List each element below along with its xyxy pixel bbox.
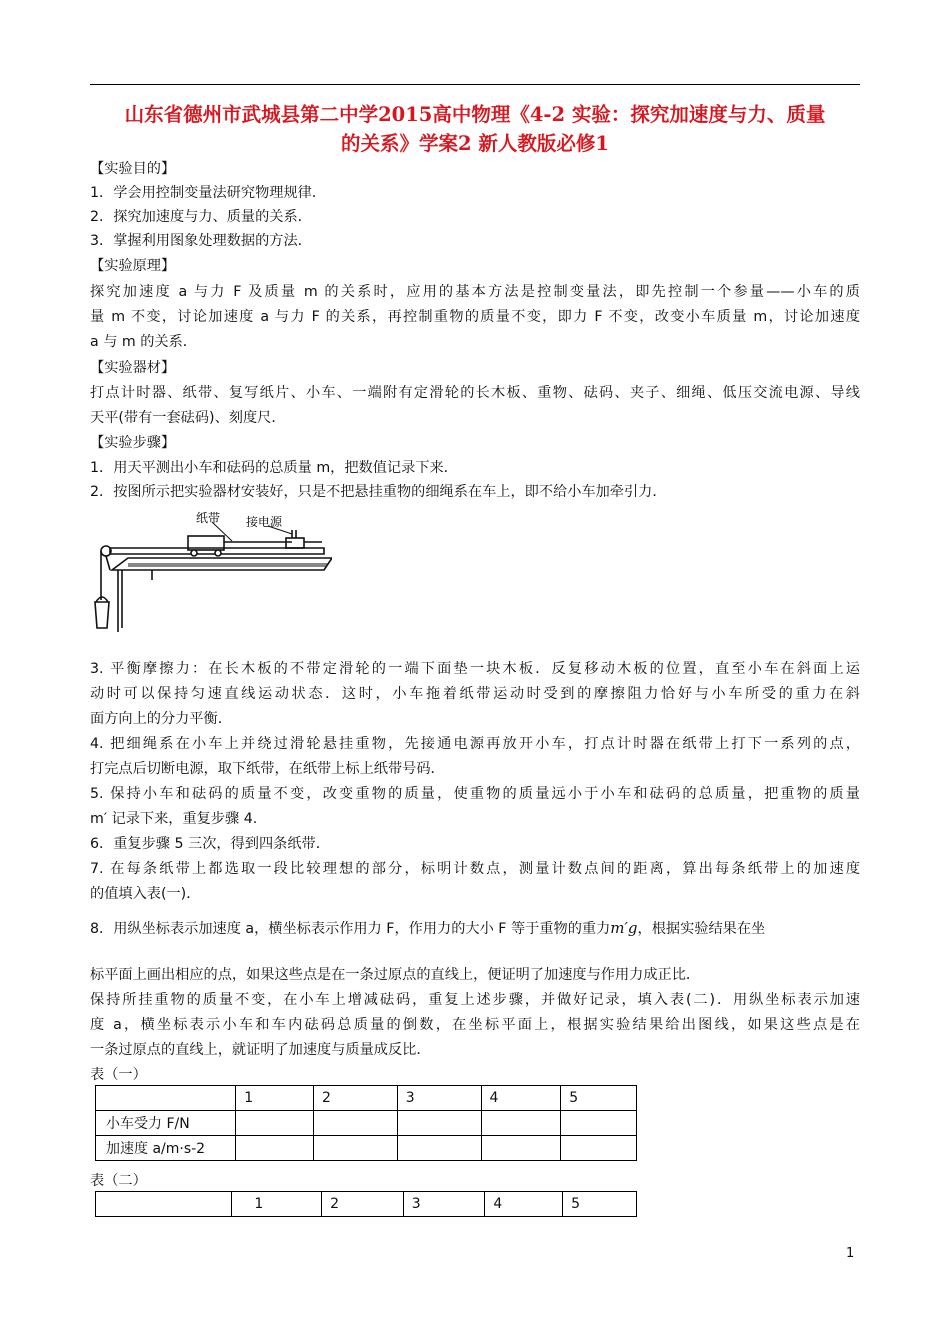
- table-cell: [96, 1086, 236, 1111]
- step-line: 6．重复步骤 5 三次，得到四条纸带．: [90, 836, 330, 852]
- title-line-1: 山东省德州市武城县第二中学2015高中物理《4-2 实验：探究加速度与力、质量: [124, 103, 826, 126]
- table-row: [96, 1111, 637, 1136]
- principle-line: 探究加速度 a 与力 F 及质量 m 的关系时，应用的基本方法是控制变量法，即先控制一个参量——小车的质: [90, 284, 860, 300]
- table-cell: [313, 1111, 397, 1136]
- table-cell: 1: [232, 1192, 322, 1217]
- purpose-item: 2．探究加速度与力、质量的关系．: [90, 209, 312, 225]
- table-cell: [397, 1111, 481, 1136]
- step-line: 打完点后切断电源，取下纸带，在纸带上标上纸带号码．: [90, 761, 445, 777]
- title-line-2: 的关系》学案2 新人教版必修1: [341, 132, 609, 155]
- step-8-text-end: ，根据实验结果在坐: [637, 921, 766, 937]
- table-cell: [236, 1111, 314, 1136]
- table-cell: 2: [322, 1192, 404, 1217]
- purpose-item: 1．学会用控制变量法研究物理规律．: [90, 185, 327, 201]
- table-header-row: [96, 1192, 637, 1217]
- row-label: 加速度 a/m·s-2: [96, 1136, 236, 1161]
- equipment-line: 天平(带有一套砝码)、刻度尺．: [90, 410, 286, 426]
- table-row: [96, 1136, 637, 1161]
- step-line: 3. 平衡摩擦力：在长木板的不带定滑轮的一端下面垫一块木板．反复移动木板的位置，直至小车在斜面上运: [90, 661, 860, 677]
- table-cell: 4: [485, 1192, 563, 1217]
- table-1-label: 表（一）: [90, 1067, 147, 1083]
- table-1: [95, 1085, 637, 1161]
- section-purpose-heading: 【实验目的】: [90, 161, 176, 177]
- step-line: 一条过原点的直线上，就证明了加速度与质量成反比．: [90, 1042, 431, 1058]
- step-line: 动时可以保持匀速直线运动状态．这时，小车拖着纸带运动时受到的摩擦阻力恰好与小车所受的重力在斜: [90, 686, 860, 702]
- table-cell: [561, 1111, 637, 1136]
- step-line: 保持所挂重物的质量不变，在小车上增减砝码，重复上述步骤，并做好记录，填入表(二)．用纵坐标表示加速: [90, 992, 860, 1008]
- purpose-item: 3．掌握利用图象处理数据的方法．: [90, 233, 312, 249]
- step-line: m′ 记录下来，重复步骤 4.: [90, 811, 258, 827]
- equipment-line: 打点计时器、纸带、复写纸片、小车、一端附有定滑轮的长木板、重物、砝码、夹子、细绳、低压交流电源、导线: [90, 385, 860, 401]
- table-cell: [481, 1111, 561, 1136]
- section-principle-heading: 【实验原理】: [90, 258, 176, 274]
- figure-label-tape: 纸带: [196, 511, 221, 525]
- table-cell: [397, 1136, 481, 1161]
- step-line: 度 a，横坐标表示小车和车内砝码总质量的倒数，在坐标平面上，根据实验结果给出图线，如果这些点是在: [90, 1017, 860, 1033]
- step-line: 1．用天平测出小车和砝码的总质量 m，把数值记录下来．: [90, 460, 458, 476]
- table-header-row: [96, 1086, 637, 1111]
- page-number: 1: [846, 1246, 855, 1261]
- section-equipment-heading: 【实验器材】: [90, 360, 176, 376]
- table-cell: [313, 1136, 397, 1161]
- step-8-text: 8．用纵坐标表示加速度 a，横坐标表示作用力 F，作用力的大小 F 等于重物的重力: [90, 921, 611, 937]
- table-cell: 1: [236, 1086, 314, 1111]
- table-cell: 5: [561, 1086, 637, 1111]
- table-2: [95, 1191, 637, 1217]
- step-line: 7. 在每条纸带上都选取一段比较理想的部分，标明计数点，测量计数点间的距离，算出每条纸带上的加速度: [90, 861, 860, 877]
- formula-mg: m′g: [610, 919, 638, 937]
- step-line: 5. 保持小车和砝码的质量不变，改变重物的质量，使重物的质量远小于小车和砝码的总质量，把重物的质量: [90, 786, 860, 802]
- apparatus-figure: [92, 508, 332, 634]
- figure-label-power: 接电源: [246, 515, 283, 529]
- table-cell: [561, 1136, 637, 1161]
- step-line: 面方向上的分力平衡．: [90, 711, 232, 727]
- principle-line: a 与 m 的关系．: [90, 334, 197, 350]
- step-line: 标平面上画出相应的点，如果这些点是在一条过原点的直线上，便证明了加速度与作用力成正比．: [90, 967, 701, 983]
- table-cell: [481, 1136, 561, 1161]
- table-2-label: 表（二）: [90, 1173, 147, 1189]
- step-8-line: [90, 916, 860, 942]
- table-cell: 2: [313, 1086, 397, 1111]
- header-rule: [90, 84, 860, 85]
- table-cell: [236, 1136, 314, 1161]
- step-line: 的值填入表(一)．: [90, 886, 201, 902]
- principle-line: 量 m 不变，讨论加速度 a 与力 F 的关系，再控制重物的质量不变，即力 F 不变，改变小车质量 m，讨论加速度: [90, 309, 860, 325]
- table-cell: [96, 1192, 232, 1217]
- step-line: 2．按图所示把实验器材安装好，只是不把悬挂重物的细绳系在车上，即不给小车加牵引力．: [90, 484, 667, 500]
- row-label: 小车受力 F/N: [96, 1111, 236, 1136]
- table-cell: 3: [397, 1086, 481, 1111]
- table-cell: 5: [563, 1192, 637, 1217]
- table-cell: 3: [403, 1192, 485, 1217]
- document-title: [90, 100, 860, 158]
- step-line: 4. 把细绳系在小车上并绕过滑轮悬挂重物，先接通电源再放开小车，打点计时器在纸带上打下一系列的点，: [90, 736, 860, 752]
- section-steps-heading: 【实验步骤】: [90, 435, 176, 451]
- table-cell: 4: [481, 1086, 561, 1111]
